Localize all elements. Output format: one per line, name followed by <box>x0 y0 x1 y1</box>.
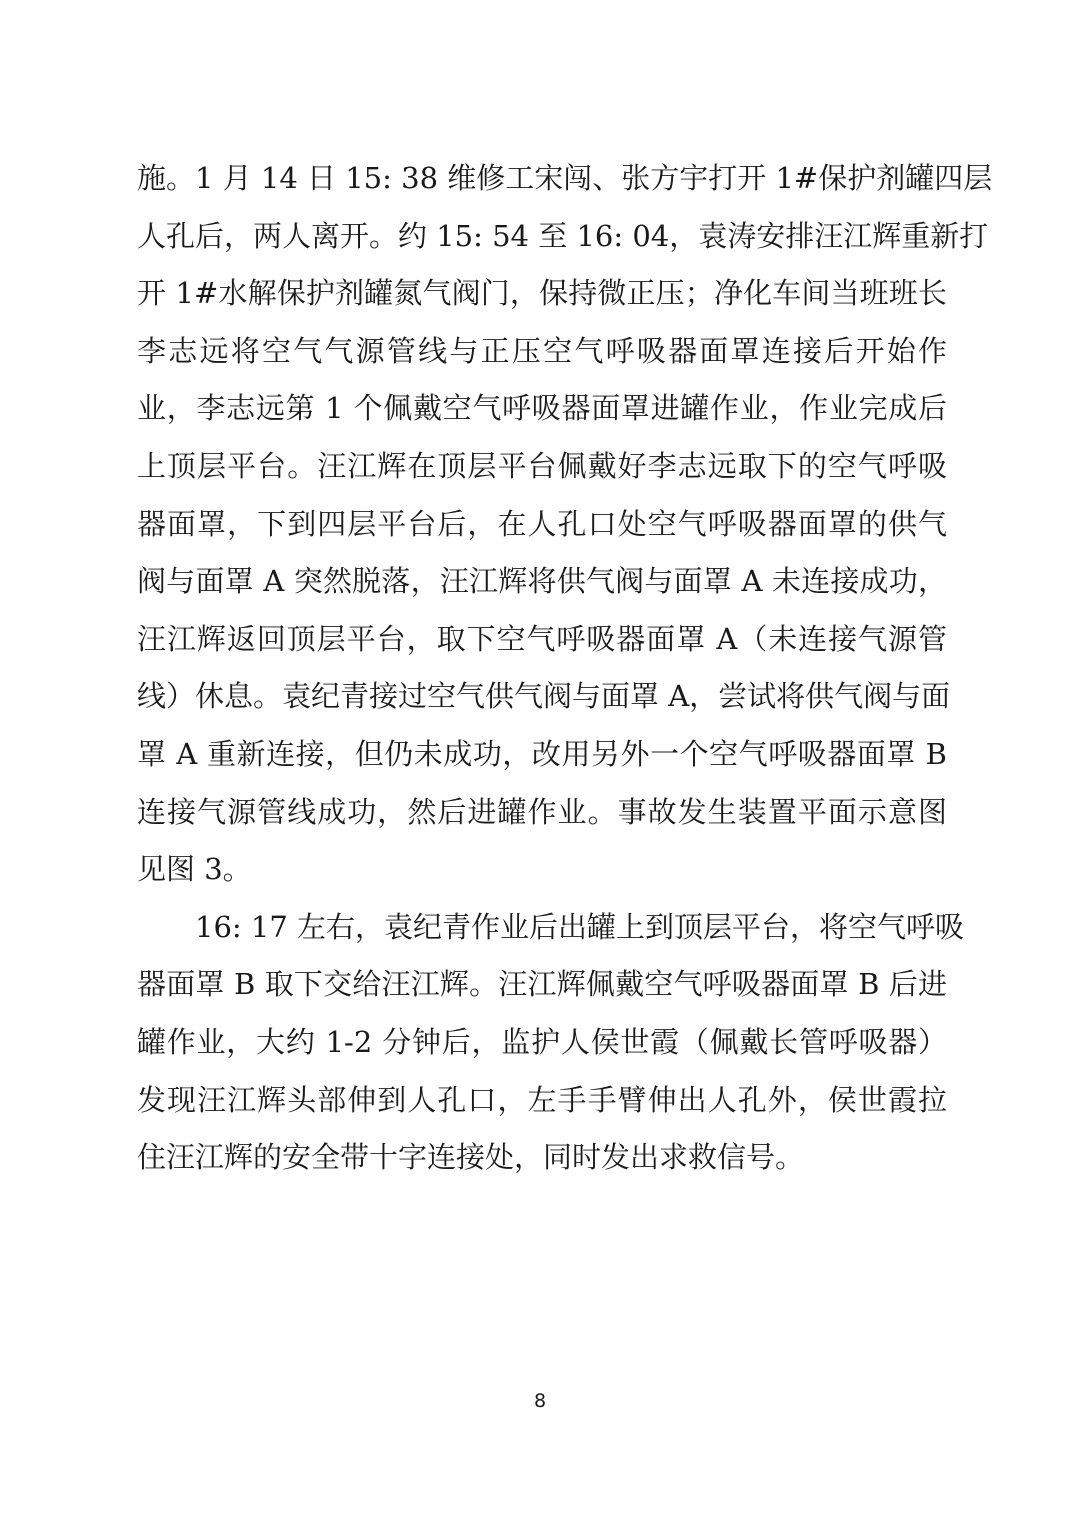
paragraph-2 <box>137 899 965 1187</box>
text-line: 16: 17 左右，袁纪青作业后出罐上到顶层平台，将空气呼吸 <box>195 909 965 944</box>
text-line: 见图 3。 <box>137 852 252 887</box>
text-line: 汪江辉返回顶层平台，取下空气呼吸器面罩 A（未连接气源管 <box>137 621 947 656</box>
text-line: 线）休息。袁纪青接过空气供气阀与面罩 A，尝试将供气阀与面 <box>137 679 951 714</box>
text-line: 连接气源管线成功，然后进罐作业。事故发生装置平面示意图 <box>137 794 947 829</box>
text-line: 上顶层平台。汪江辉在顶层平台佩戴好李志远取下的空气呼吸 <box>137 448 947 483</box>
text-line: 阀与面罩 A 突然脱落，汪江辉将供气阀与面罩 A 未连接成功， <box>137 564 947 599</box>
text-line: 业，李志远第 1 个佩戴空气呼吸器面罩进罐作业，作业完成后 <box>137 391 947 426</box>
text-line: 器面罩，下到四层平台后，在人孔口处空气呼吸器面罩的供气 <box>137 506 947 541</box>
text-line: 开 1#水解保护剂罐氮气阀门，保持微正压；净化车间当班班长 <box>137 276 947 311</box>
page-number: 8 <box>533 1390 547 1412</box>
paragraph-1 <box>137 150 993 899</box>
text-line: 人孔后，两人离开。约 15: 54 至 16: 04，袁涛安排汪江辉重新打 <box>137 218 989 253</box>
body-text <box>137 150 993 1187</box>
text-line: 发现汪江辉头部伸到人孔口，左手手臂伸出人孔外，侯世霞拉 <box>137 1082 947 1117</box>
text-line: 器面罩 B 取下交给汪江辉。汪江辉佩戴空气呼吸器面罩 B 后进 <box>137 967 947 1002</box>
text-line: 罐作业，大约 1-2 分钟后，监护人侯世霞（佩戴长管呼吸器） <box>137 1024 947 1059</box>
text-line: 施。1 月 14 日 15: 38 维修工宋闯、张方宇打开 1#保护剂罐四层 <box>137 161 993 195</box>
text-line: 罩 A 重新连接，但仍未成功，改用另外一个空气呼吸器面罩 B <box>137 736 947 771</box>
text-line: 住汪江辉的安全带十字连接处，同时发出求救信号。 <box>137 1140 805 1175</box>
text-line: 李志远将空气气源管线与正压空气呼吸器面罩连接后开始作 <box>137 333 947 368</box>
